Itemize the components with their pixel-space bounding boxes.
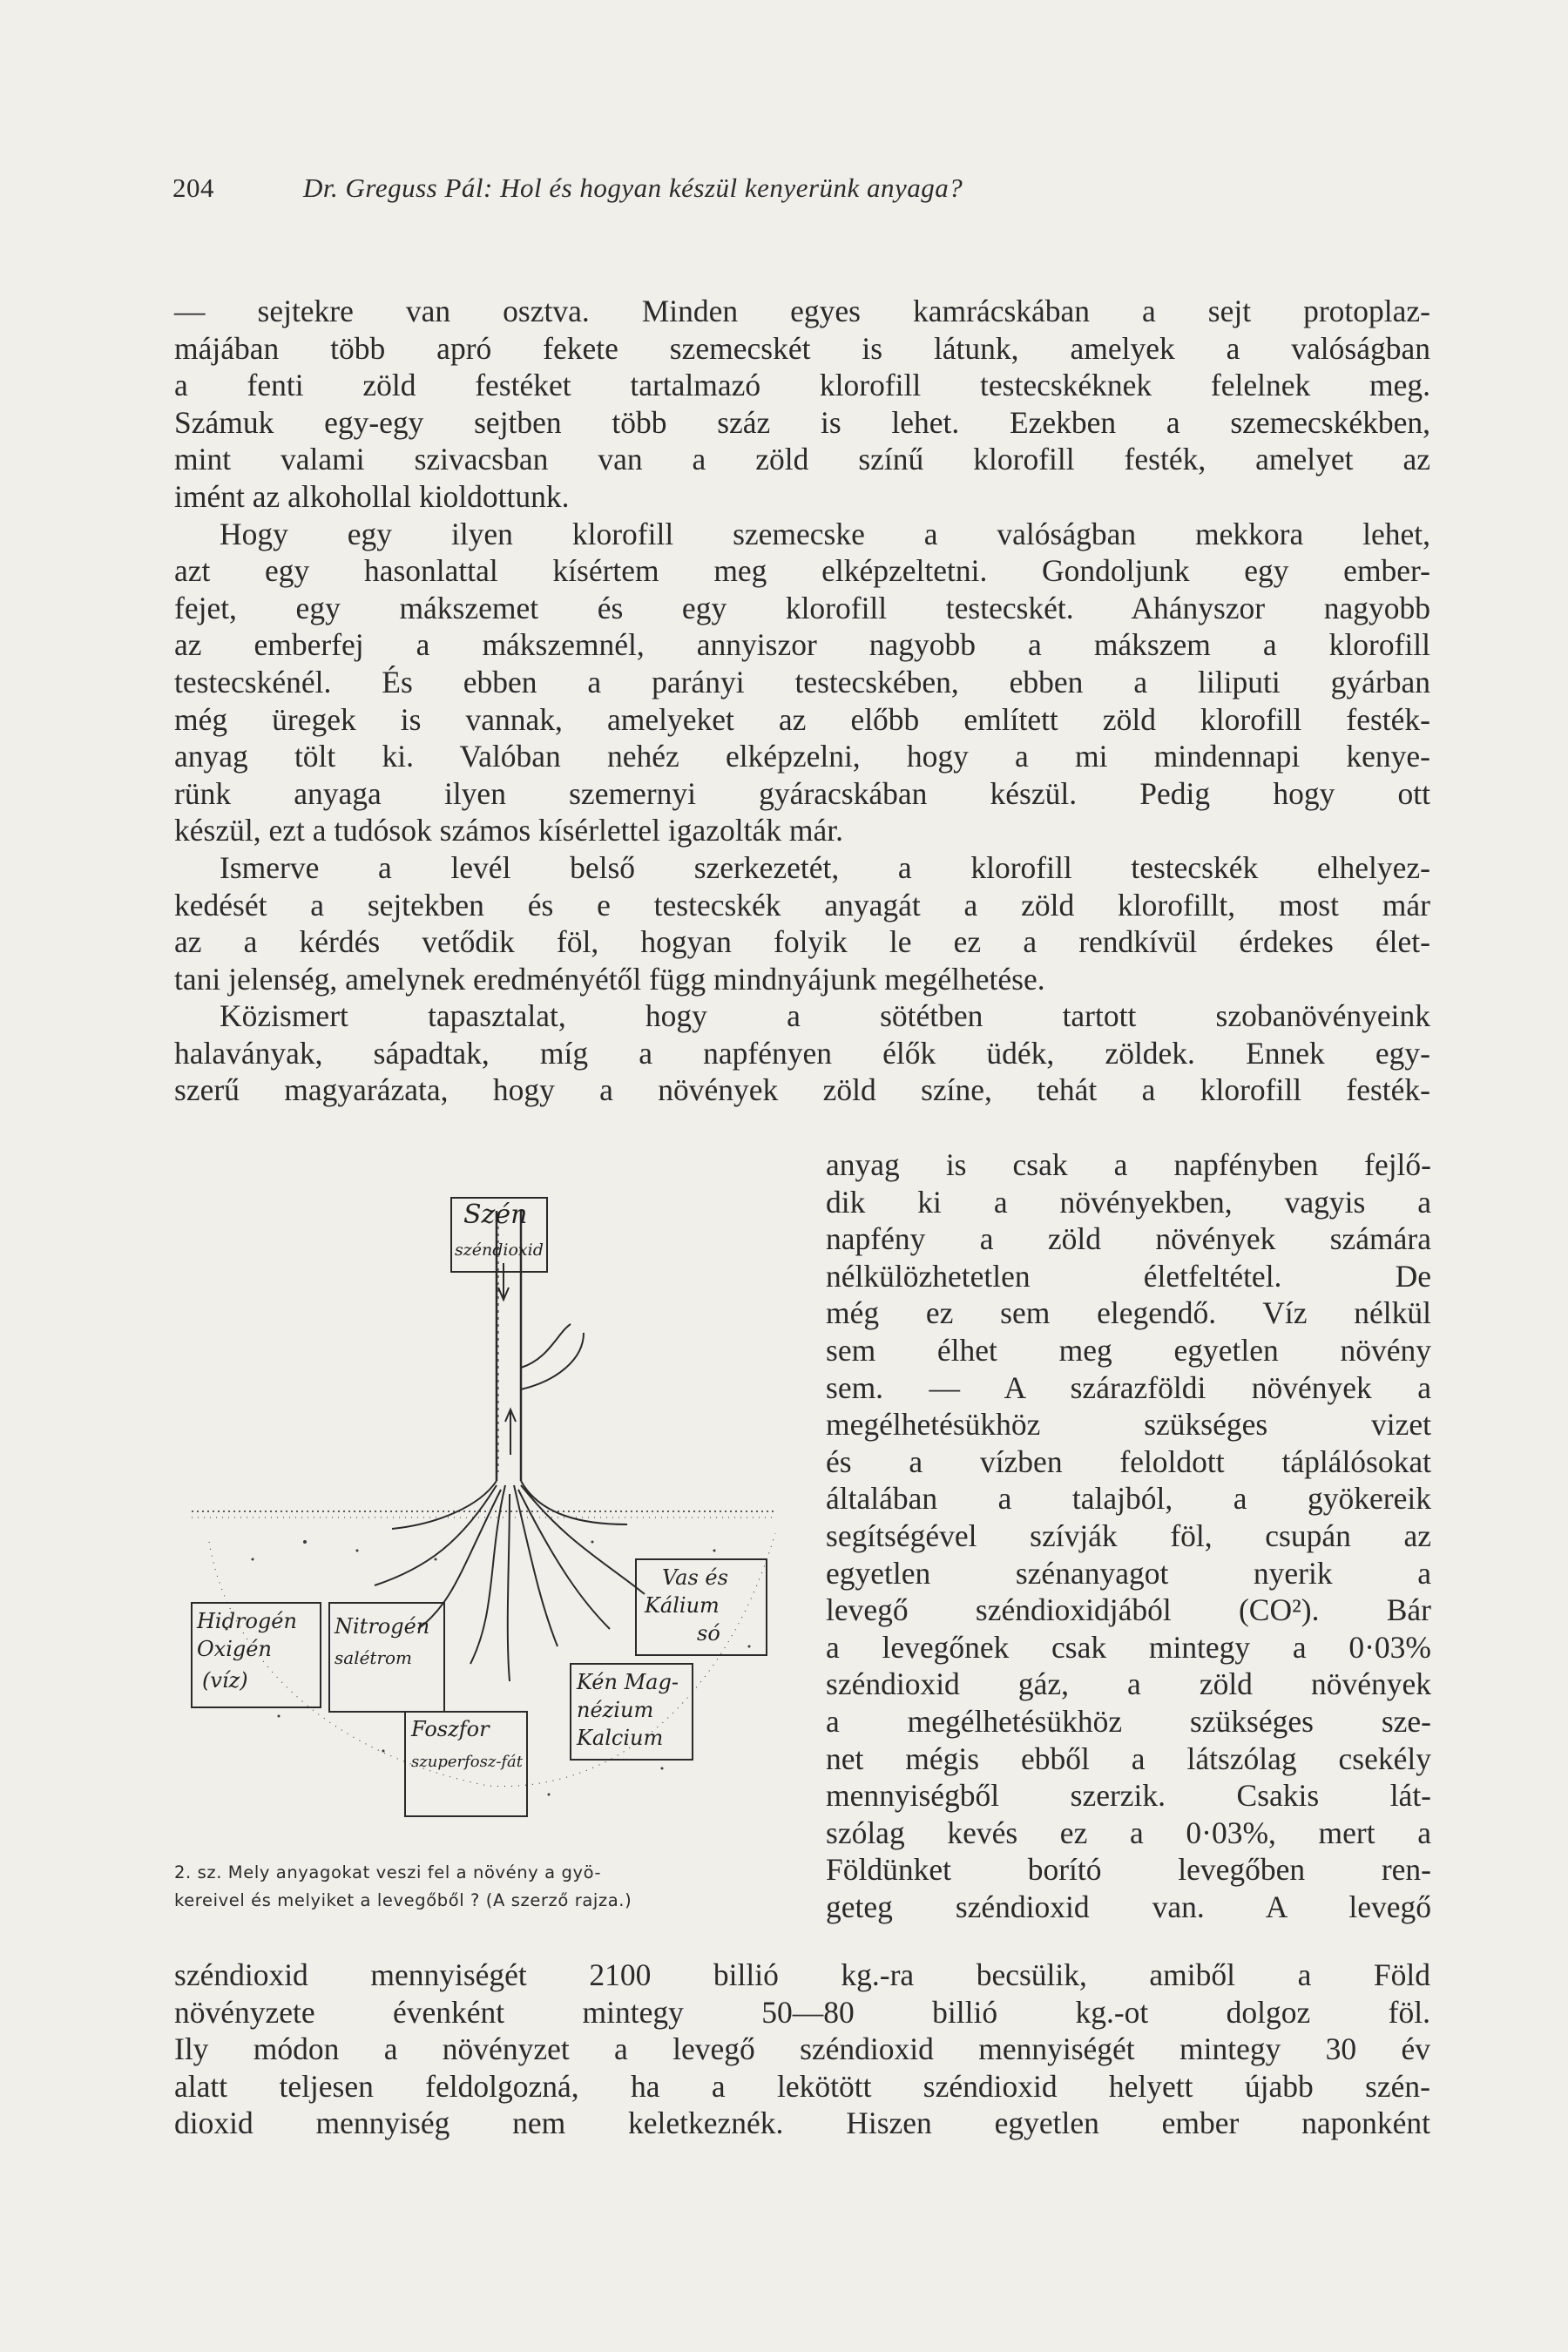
text-line: szerű magyarázata, hogy a növények zöld színe, tehát a klorofill festék- [174, 1072, 1430, 1108]
caption-line: kereivel és melyiket a levegőből ? (A szerző rajza.) [174, 1890, 632, 1910]
text-line: májában több apró fekete szemecskét is látunk, amelyek a valóságban [174, 330, 1430, 366]
label-viz: (víz) [202, 1668, 248, 1693]
text-line: Hogy egy ilyen klorofill szemecske a valóságban mekkora lehet, [220, 516, 1430, 551]
text-line: Közismert tapasztalat, hogy a sötétben tartott szobanövényeink [220, 998, 1430, 1034]
text-line: alatt teljesen feldolgozná, ha a lekötött széndioxid helyett újabb szén- [174, 2068, 1430, 2104]
text-line: még ez sem elegendő. Víz nélkül [826, 1295, 1431, 1331]
label-ken: Kén Mag- [577, 1670, 679, 1694]
text-line: növényzete évenként mintegy 50—80 billió kg.-ot dolgoz föl. [174, 1994, 1430, 2030]
text-line: megélhetésükhöz szükséges vizet [826, 1407, 1431, 1443]
caption-line: 2. sz. Mely anyagokat veszi fel a növény a gyö- [174, 1862, 602, 1882]
text-line: kedését a sejtekben és e testecskék anyagát a zöld klorofillt, most már [174, 887, 1430, 923]
text-side-column [826, 1146, 1431, 1925]
label-szuperfoszfat: szuperfosz-fát [411, 1753, 524, 1771]
label-so: só [697, 1621, 720, 1646]
text-line: egyetlen szénanyagot nyerik a [826, 1555, 1431, 1591]
text-line: fejet, egy mákszemet és egy klorofill testecskét. Ahányszor nagyobb [174, 590, 1430, 625]
text-line: segítségével szívják föl, csupán az [826, 1517, 1431, 1553]
label-szen: Szén [463, 1200, 528, 1230]
text-line: mint valami szivacsban van a zöld színű klorofill festék, amelyet az [174, 442, 1430, 477]
label-szendioxid: széndioxid [455, 1240, 544, 1260]
label-nitrogen: Nitrogén [335, 1614, 430, 1639]
text-line: azt egy hasonlattal kísértem meg elképzeltetni. Gondoljunk egy ember- [174, 553, 1430, 589]
text-line: mennyiségből szerzik. Csakis lát- [826, 1778, 1431, 1814]
text-line: — sejtekre van osztva. Minden egyes kamrácskában a sejt protoplaz- [174, 294, 1430, 328]
figure-caption [174, 1859, 801, 1915]
text-line: a levegőnek csak mintegy a 0·03% [826, 1629, 1431, 1665]
text-block-bottom [174, 1957, 1430, 2142]
running-head [172, 172, 1436, 204]
label-oxigen: Oxigén [197, 1637, 272, 1661]
text-line: a megélhetésükhöz szükséges sze- [826, 1703, 1431, 1739]
text-line: és a vízben feloldott táplálósokat [826, 1443, 1431, 1479]
text-line: imént az alkohollal kioldottunk. [174, 478, 570, 514]
label-nezium: nézium [577, 1698, 654, 1722]
label-kalium: Kálium [645, 1593, 720, 1618]
text-line: dik ki a növényekben, vagyis a [826, 1184, 1431, 1220]
text-line: anyag tölt ki. Valóban nehéz elképzelni, hogy a mi mindennapi kenye- [174, 739, 1430, 774]
text-line: általában a talajból, a gyökereik [826, 1481, 1431, 1517]
page-number: 204 [172, 172, 214, 203]
text-line: széndioxid mennyiségét 2100 billió kg.-ra becsülik, amiből a Föld [174, 1957, 1430, 1992]
text-line: tani jelenség, amelynek eredményétől függ mindnyájunk megélhetése. [174, 961, 1045, 997]
text-line: net mégis ebből a látszólag csekély [826, 1740, 1431, 1776]
text-line: a fenti zöld festéket tartalmazó klorofill testecskéknek felelnek meg. [174, 368, 1430, 403]
plant-root-figure [174, 1193, 801, 1864]
text-line: napfény a zöld növények számára [826, 1221, 1431, 1257]
running-title: Dr. Greguss Pál: Hol és hogyan készül kenyerünk anyaga? [303, 172, 963, 203]
text-line: Számuk egy-egy sejtben több száz is lehet. Ezekben a szemecskékben, [174, 404, 1430, 440]
label-hidrogen: Hidrogén [197, 1609, 297, 1633]
label-vas: Vas és [662, 1565, 728, 1590]
text-line: testecskénél. És ebben a parányi testecskében, ebben a liliputi gyárban [174, 664, 1430, 700]
text-line: Ily módon a növényzet a levegő széndioxid mennyiségét mintegy 30 év [174, 2031, 1430, 2067]
text-line: nélkülözhetetlen életfeltétel. De [826, 1258, 1431, 1294]
text-line: levegő széndioxidjából (CO²). Bár [826, 1592, 1431, 1628]
text-line: az emberfej a mákszemnél, annyiszor nagyobb a mákszem a klorofill [174, 627, 1430, 663]
text-line: halaványak, sápadtak, míg a napfényen élők üdék, zöldek. Ennek egy- [174, 1035, 1430, 1071]
text-line: Földünket borító levegőben ren- [826, 1852, 1431, 1888]
text-line: készül, ezt a tudósok számos kísérlettel igazolták már. [174, 813, 843, 848]
text-line: sem élhet meg egyetlen növény [826, 1332, 1431, 1368]
label-salétrom: salétrom [335, 1647, 413, 1668]
text-line: geteg széndioxid van. A levegő [826, 1889, 1431, 1924]
text-line: szólag kevés ez a 0·03%, mert a [826, 1815, 1431, 1850]
text-line: sem. — A szárazföldi növények a [826, 1369, 1431, 1405]
text-line: rünk anyaga ilyen szemernyi gyáracskában készül. Pedig hogy ott [174, 775, 1430, 811]
text-line: az a kérdés vetődik föl, hogyan folyik le ez a rendkívül érdekes élet- [174, 924, 1430, 960]
label-foszfor: Foszfor [411, 1717, 490, 1741]
text-line: anyag is csak a napfényben fejlő- [826, 1147, 1431, 1182]
text-line: széndioxid gáz, a zöld növények [826, 1666, 1431, 1702]
label-kalcium: Kalcium [577, 1726, 664, 1750]
text-line: még üregek is vannak, amelyeket az előbb említett zöld klorofill festék- [174, 701, 1430, 737]
text-line: dioxid mennyiség nem keletkeznék. Hiszen egyetlen ember naponként [174, 2105, 1430, 2141]
text-block-top [174, 293, 1430, 1109]
text-line: Ismerve a levél belső szerkezetét, a klorofill testecskék elhelyez- [220, 849, 1430, 885]
